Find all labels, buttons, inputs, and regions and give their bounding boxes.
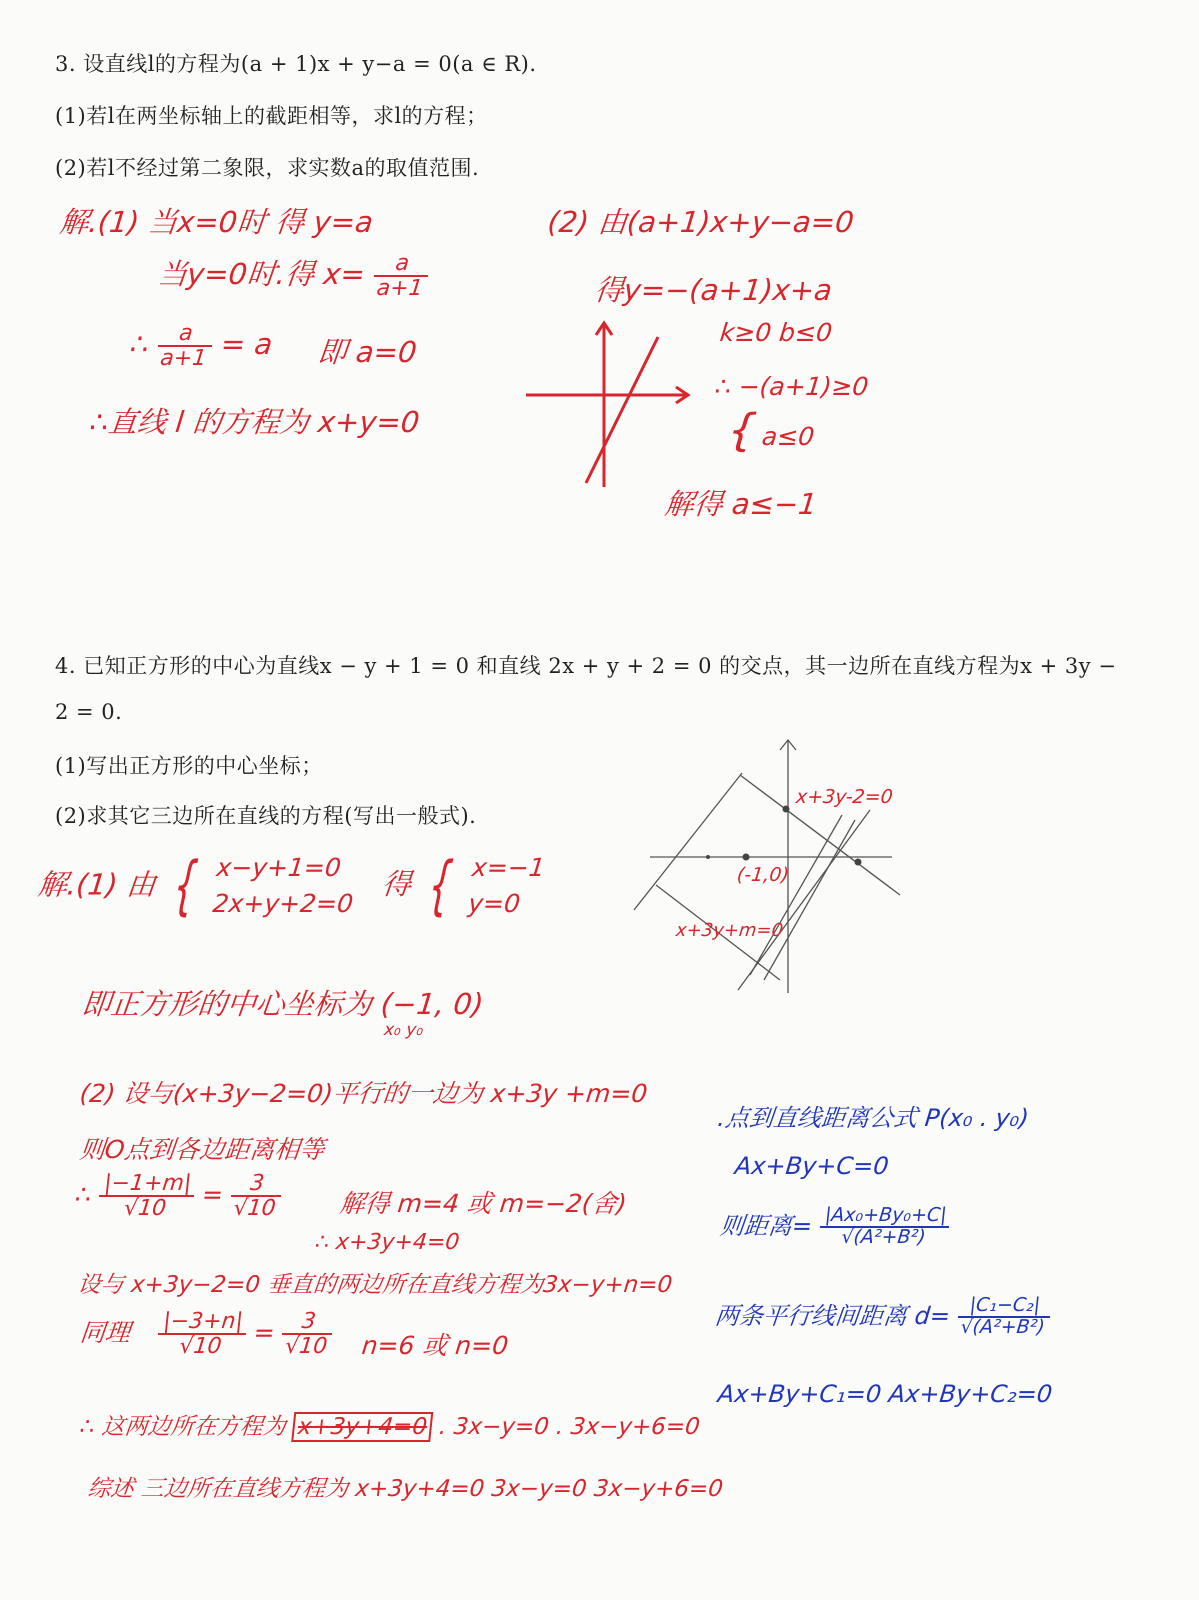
s4-p2-line3-frac1 (96, 1172, 196, 1220)
note-distance-label: 则距离= (718, 1212, 814, 1240)
q4-side-left (634, 773, 742, 910)
q4-point-right (855, 859, 862, 866)
note-line-equation: Ax+By+C=0 (733, 1152, 891, 1180)
note-distance-formula-title: .点到直线距离公式 P(x₀ . y₀) (716, 1104, 1031, 1132)
s4-p2-line3-num2: 3 (231, 1172, 284, 1197)
note-parallel-den: √(A²+B²) (959, 1316, 1046, 1338)
s4-system2 (466, 850, 546, 923)
q4-part1: (1)写出正方形的中心坐标； (55, 754, 323, 778)
s4-p2-line6-result: n=6 或 n=0 (360, 1331, 510, 1360)
s4-p2-line7-post: . 3x−y=0 . 3x−y+6=0 (437, 1414, 702, 1440)
s4-p2-line3-num1: |−1+m| (99, 1172, 197, 1197)
s4-p2-line6 (77, 1310, 335, 1358)
q3-part2: (2)若l不经过第二象限，求实数a的取值范围. (55, 156, 480, 180)
s3-line2-den: a+1 (375, 276, 424, 302)
q3-stem: 3. 设直线l的方程为(a + 1)x + y−a = 0(a ∈ R). (55, 52, 537, 76)
s4-sys2-eq2: y=0 (466, 889, 522, 919)
s3-line4: ∴直线 l 的方程为 x+y=0 (88, 405, 422, 439)
s4-p2-line6-den2: √10 (283, 1334, 329, 1360)
q4-line-b (764, 820, 855, 980)
s3-line2-text: 当y=0时.得 x= (156, 257, 367, 292)
s4-p2-line6-frac2 (280, 1310, 335, 1358)
s4-brace1: { (170, 849, 201, 924)
s4-p2-line3-frac2 (228, 1172, 283, 1220)
q4-point-center (743, 854, 750, 861)
s3-p2-line6: 解得 a≤−1 (663, 487, 819, 521)
q4-point-small (706, 855, 710, 859)
s4-sys2-eq1: x=−1 (470, 853, 547, 882)
s4-p2-line6-eq: = (252, 1318, 277, 1348)
s3-line3-den: a+1 (159, 346, 208, 372)
s4-p2-line5: 设与 x+3y−2=0 垂直的两边所在直线方程为3x−y+n=0 (76, 1272, 674, 1298)
s4-p2-line6-num2: 3 (282, 1310, 335, 1335)
s4-p2-line6-num1: |−3+n| (158, 1310, 248, 1335)
s4-p2-line2: 则O点到各边距离相等 (78, 1135, 327, 1164)
note-distance-num: |Ax₀+By₀+C| (820, 1206, 952, 1228)
q4-stem-line1: 4. 已知正方形的中心为直线x − y + 1 = 0 和直线 2x + y + 2 = 0 的交点，其一边所在直线方程为x + 3y − (55, 654, 1117, 678)
q4-point-intercept (783, 806, 790, 813)
s3-line2 (155, 252, 430, 300)
note-parallel-fraction (955, 1296, 1052, 1338)
note-parallel (713, 1296, 1052, 1338)
s4-p2-line7-pre: ∴ 这两边所在方程为 (78, 1414, 288, 1440)
s3-p2-line5: a≤0 (760, 422, 816, 451)
s4-system1 (211, 850, 359, 923)
s3-axes-sketch (520, 315, 700, 495)
q4-stem-line2: 2 = 0. (55, 700, 123, 724)
note-parallel-lines: Ax+By+C₁=0 Ax+By+C₂=0 (716, 1380, 1054, 1408)
s4-p2-line3-den1: √10 (122, 1196, 168, 1222)
s4-p2-line3-den2: √10 (232, 1196, 277, 1222)
s4-p1-head: 解.(1) 由 (36, 867, 158, 902)
s3-p2-line3: k≥0 b≤0 (718, 318, 834, 347)
note-parallel-label: 两条平行线间距离 d= (713, 1302, 952, 1330)
s4-p2-line3-eq: = (200, 1180, 225, 1210)
note-distance (718, 1206, 952, 1248)
s4-sys1-eq1: x−y+1=0 (215, 853, 343, 882)
s3-line2-num: a (374, 252, 431, 277)
s4-p2-line6-same: 同理 (78, 1318, 132, 1348)
s3-p2-line1: (2) 由(a+1)x+y−a=0 (546, 205, 856, 239)
s3-p2-line2: 得y=−(a+1)x+a (593, 273, 834, 307)
q4-line-a (750, 815, 842, 975)
s4-p2-line7 (78, 1408, 702, 1441)
s3-line3-therefore: ∴ (128, 327, 151, 362)
s4-p1 (34, 850, 546, 923)
s3-p2-brace: { (725, 405, 759, 456)
s3-line3-result: 即 a=0 (316, 335, 419, 369)
s3-line2-fraction (371, 252, 430, 300)
s4-p2-line3-therefore: ∴ (73, 1180, 93, 1210)
s4-p1-get: 得 (380, 867, 414, 902)
s4-p2-line7-crossed-out: x+3y+4=0 (291, 1412, 433, 1442)
note-distance-fraction (818, 1206, 952, 1248)
s3-line3 (127, 322, 274, 370)
s3-p2-line4: ∴ −(a+1)≥0 (713, 372, 870, 401)
s4-center: 即正方形的中心坐标为 (−1, 0) (80, 987, 486, 1021)
q4-part2: (2)求其它三边所在直线的方程(写出一般式). (55, 804, 477, 828)
s4-p2-line1: (2) 设与(x+3y−2=0)平行的一边为 x+3y +m=0 (78, 1079, 649, 1108)
note-distance-den: √(A²+B²) (840, 1226, 927, 1248)
s4-p2-line3 (72, 1172, 283, 1220)
s4-brace2: { (425, 849, 456, 924)
s3-line3-fraction (155, 322, 214, 370)
s3-line3-num: a (158, 322, 215, 347)
q4-sketch-label-center: (-1,0) (735, 864, 791, 886)
q3-part1: (1)若l在两坐标轴上的截距相等，求l的方程； (55, 104, 488, 128)
s4-p2-line4: ∴ x+3y+4=0 (313, 1230, 461, 1255)
s4-center-note: x₀ y₀ (382, 1020, 425, 1040)
s4-p2-line3-result: 解得 m=4 或 m=−2(舍) (338, 1189, 629, 1218)
s4-summary: 综述 三边所在直线方程为 x+3y+4=0 3x−y=0 3x−y+6=0 (86, 1476, 725, 1502)
q4-sketch-label-top: x+3y-2=0 (794, 786, 894, 808)
s4-p2-line6-den1: √10 (178, 1334, 223, 1360)
q4-sketch-label-bottom: x+3y+m=0 (674, 920, 785, 941)
s3-line-l (586, 337, 658, 483)
s3-line3-eq: = a (219, 327, 275, 362)
q4-side-right (735, 810, 870, 990)
s4-sys1-eq2: 2x+y+2=0 (211, 889, 355, 919)
s3-line1: 解.(1) 当x=0时 得 y=a (58, 205, 375, 239)
s4-p2-line6-frac1 (155, 1310, 248, 1358)
note-parallel-num: |C₁−C₂| (958, 1296, 1052, 1318)
